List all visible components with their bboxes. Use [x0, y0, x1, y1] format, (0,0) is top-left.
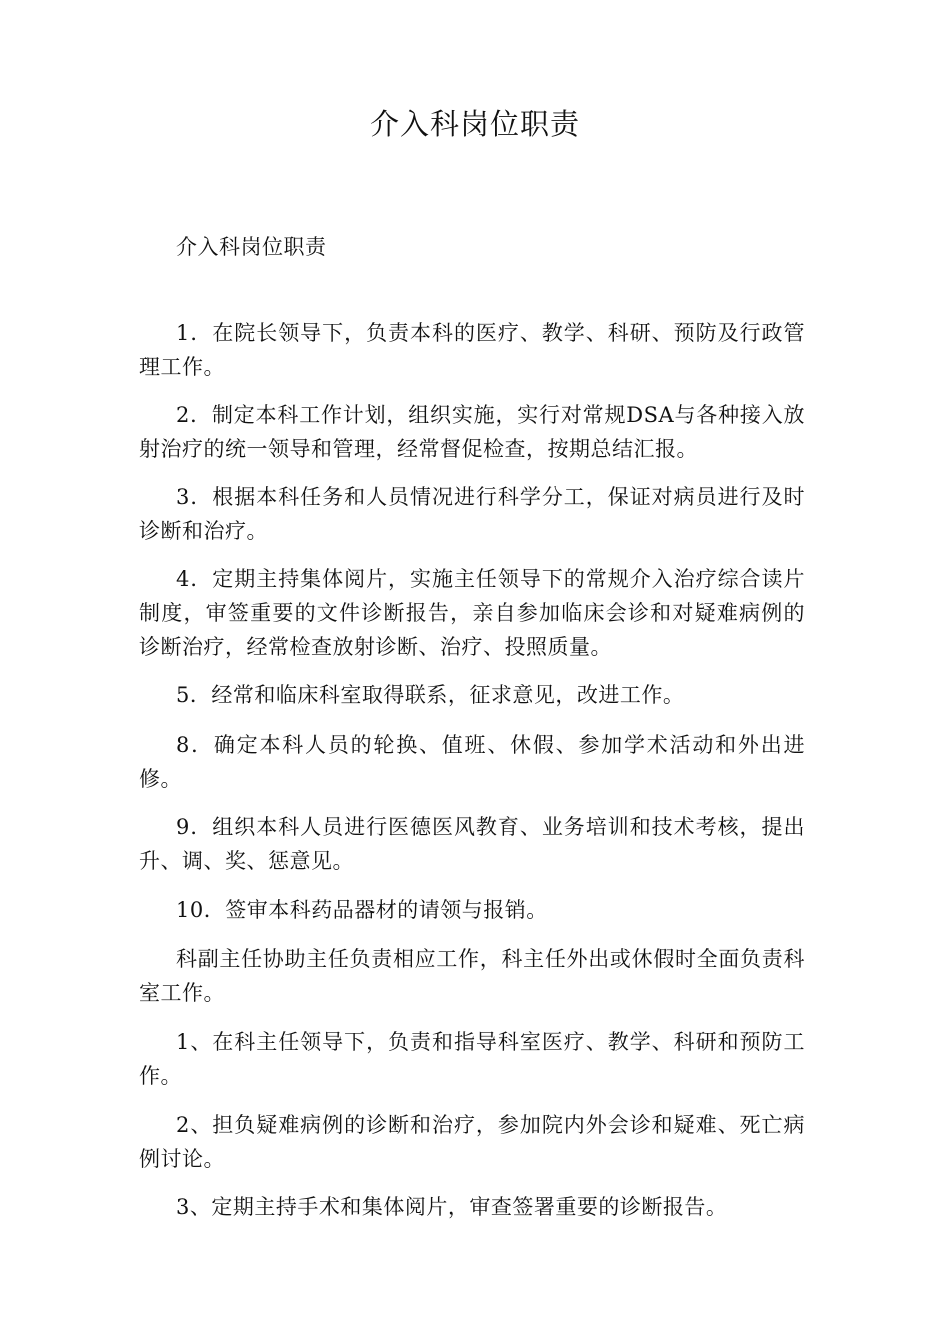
paragraph-2: 2．制定本科工作计划，组织实施，实行对常规DSA与各种接入放射治疗的统一领导和管理，经常督促检查，按期总结汇报。	[139, 403, 805, 461]
paragraph-5: 5．经常和临床科室取得联系，征求意见，改进工作。	[176, 683, 685, 707]
paragraph-deputy: 科副主任协助主任负责相应工作，科主任外出或休假时全面负责科室工作。	[139, 947, 805, 1005]
paragraph-1: 1．在院长领导下，负责本科的医疗、教学、科研、预防及行政管理工作。	[139, 321, 805, 379]
document-title: 介入科岗位职责	[369, 107, 580, 141]
paragraph-9: 9．组织本科人员进行医德医风教育、业务培训和技术考核，提出升、调、奖、惩意见。	[139, 815, 805, 873]
paragraph-3: 3．根据本科任务和人员情况进行科学分工，保证对病员进行及时诊断和治疗。	[139, 485, 805, 543]
paragraph-8: 8．确定本科人员的轮换、值班、休假、参加学术活动和外出进修。	[139, 733, 805, 791]
section-heading: 介入科岗位职责	[176, 235, 327, 259]
paragraph-duty-2: 2、担负疑难病例的诊断和治疗，参加院内外会诊和疑难、死亡病例讨论。	[139, 1113, 805, 1171]
paragraph-4: 4．定期主持集体阅片，实施主任领导下的常规介入治疗综合读片制度，审签重要的文件诊断报告，亲自参加临床会诊和对疑难病例的诊断治疗，经常检查放射诊断、治疗、投照质量。	[139, 567, 805, 659]
paragraph-duty-3: 3、定期主持手术和集体阅片，审查签署重要的诊断报告。	[176, 1195, 728, 1219]
paragraph-duty-1: 1、在科主任领导下，负责和指导科室医疗、教学、科研和预防工作。	[139, 1030, 805, 1088]
paragraph-10: 10．签审本科药品器材的请领与报销。	[176, 898, 548, 922]
